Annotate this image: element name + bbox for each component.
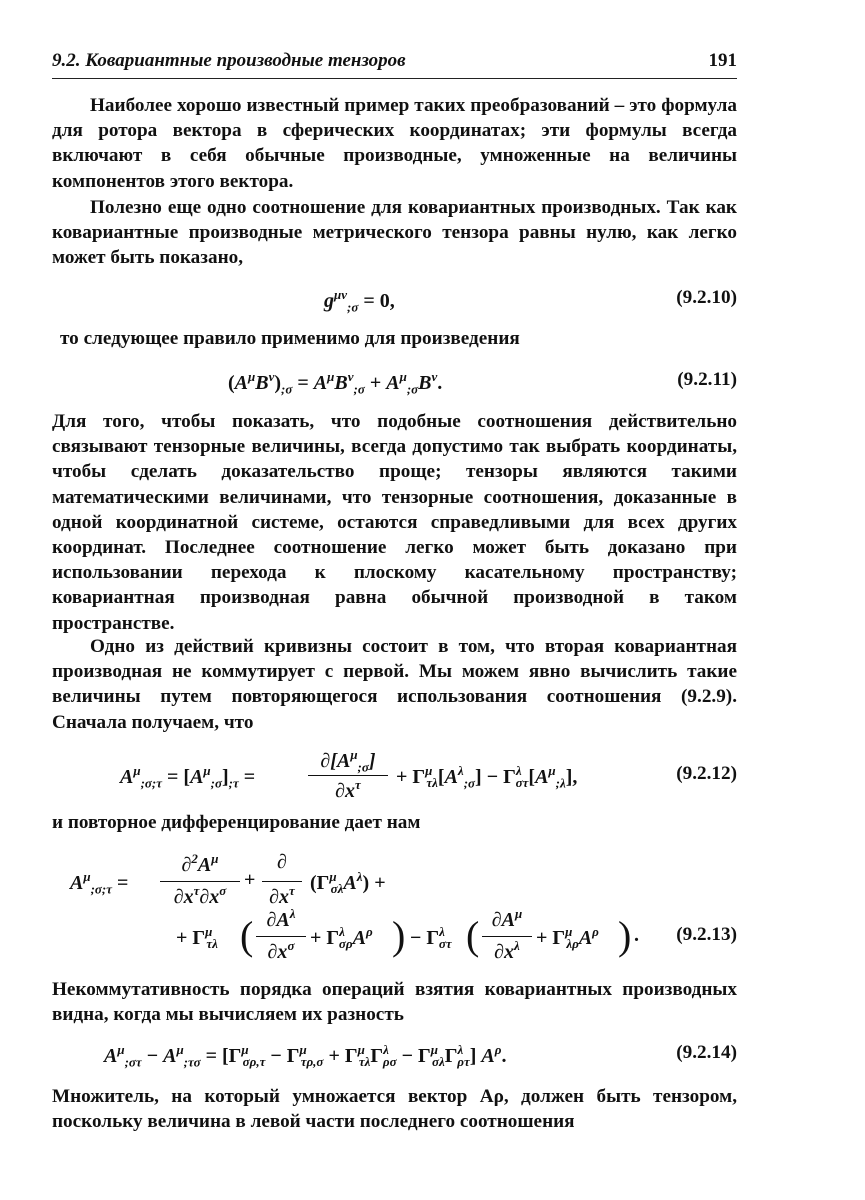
fraction-bar (308, 775, 388, 776)
eq13-line1-rest: $(\Gamma^\mu_{\sigma\lambda}A^\lambda)$ + (310, 869, 386, 897)
equation-9-2-14-body: $A^\mu_{;\sigma\tau} - A^\mu_{;\tau\sigma} = [\Gamma^\mu_{\sigma\rho,\tau} - \Gamma^\mu_{\tau\rho,\sigma} + \Gamma^\mu_{\tau\lambda}\Gamma^\lambda_{\rho\sigma} - \Gamma^\mu_{\sigma\lambda}\Gamma^\lambda_{\rho\tau}]$ $A^\rho$. (104, 1042, 507, 1070)
paragraph-8: Множитель, на который умножается вектор Aρ, должен быть тензором, поскольку величина в левой части последнего соотношения (52, 1086, 737, 1133)
equation-9-2-10-body: $g^{\mu\nu}_{;\sigma} = 0$, (324, 287, 395, 315)
fraction-bar (482, 936, 532, 937)
eq13-frac4-num: $\partial A^\mu$ (491, 906, 523, 931)
equation-9-2-12 (52, 747, 737, 805)
fraction-bar (160, 881, 240, 882)
equation-9-2-12-numerator: $\partial[A^\mu_{;\sigma}]$ (320, 747, 376, 775)
equation-9-2-13-line-2 (52, 906, 737, 970)
big-paren-right-2: ) (618, 913, 632, 958)
eq13-line2-c: − $\Gamma^\lambda_{\sigma\tau}$ (410, 924, 452, 952)
equation-number: (9.2.13) (676, 924, 737, 945)
equation-9-2-12-rhs: + $\Gamma^\mu_{\tau\lambda}[A^\lambda_{;\sigma}] - \Gamma^\lambda_{\sigma\tau}[A^\mu_{;\lambda}]$, (396, 763, 578, 791)
paragraph-4: Для того, чтобы показать, что подобные соотношения действительно связывают тензорные величины, всегда допустимо так выбрать координаты, чтобы сделать доказательство проще; тензоры являются такими математическими величинами, что тензорные соотношения, доказанные в одной координатной системе, остаются справедливыми для всех других координат. Последнее соотношение легко может быть доказано при использовании перехода к плоскому касательному пространству; ковариантная производная равна обычной производной в таком пространстве. (52, 411, 737, 634)
equation-9-2-11-body: $(A^\mu B^\nu)_{;\sigma} = A^\mu B^\nu_{;\sigma} + A^\mu_{;\sigma}B^\nu$. (228, 369, 443, 397)
equation-9-2-10 (52, 285, 737, 325)
equation-9-2-12-lhs: $A^\mu_{;\sigma;\tau} = [A^\mu_{;\sigma}]_{;\tau}$ = (120, 763, 256, 791)
period: . (634, 924, 639, 946)
big-paren-left: ( (240, 913, 254, 958)
fraction-bar (262, 881, 302, 882)
paragraph-5: Одно из действий кривизны состоит в том, что вторая ковариантная производная не коммутирует с первой. Мы можем явно вычислить такие величины путем повторяющегося использования соотношения (9.2.9). Сначала получаем, что (52, 636, 737, 733)
big-paren-left-2: ( (466, 913, 480, 958)
eq13-frac4-den: $\partial x^\lambda$ (494, 938, 520, 963)
eq13-frac2-den: $\partial x^\tau$ (269, 883, 295, 908)
eq13-line2-a: + $\Gamma^\mu_{\tau\lambda}$ (176, 924, 218, 952)
equation-9-2-14 (52, 1040, 737, 1080)
eq13-line2-b: + $\Gamma^\lambda_{\sigma\rho}A^\rho$ (310, 924, 373, 952)
equation-9-2-13-lhs: $A^\mu_{;\sigma;\tau}$ = (70, 869, 129, 897)
eq13-frac1-den: $\partial x^\tau\partial x^\sigma$ (173, 883, 227, 908)
eq13-frac2-num: ∂ (277, 851, 287, 873)
fraction-bar (256, 936, 306, 937)
eq13-frac3-den: $\partial x^\sigma$ (267, 938, 295, 963)
equation-number: (9.2.14) (676, 1042, 737, 1063)
equation-number: (9.2.10) (676, 287, 737, 308)
paragraph-1: Наиболее хорошо известный пример таких преобразований – это формула для ротора вектора в сферических координатах; эти формулы всегда включают в себя обычные производные, умноженные на величины компонентов этого вектора. (52, 95, 737, 192)
page-header (52, 50, 737, 78)
eq13-frac3-num: $\partial A^\lambda$ (266, 906, 296, 931)
running-title: 9.2. Ковариантные производные тензоров (52, 50, 406, 71)
eq13-frac1-num: $\partial^2A^\mu$ (181, 851, 219, 876)
header-rule (52, 78, 737, 79)
equation-9-2-13-line-1 (52, 851, 737, 909)
page-number: 191 (708, 50, 737, 71)
plus-sign: + (244, 869, 256, 891)
equation-number: (9.2.11) (677, 369, 737, 390)
paragraph-2: Полезно еще одно соотношение для ковариантных производных. Так как ковариантные производные метрического тензора равны нулю, как легко может быть показано, (52, 197, 737, 269)
paragraph-6: и повторное дифференцирование дает нам (52, 812, 421, 833)
equation-9-2-11 (52, 367, 737, 407)
equation-number: (9.2.12) (676, 763, 737, 784)
paragraph-7: Некоммутативность порядка операций взятия ковариантных производных видна, когда мы вычисляем их разность (52, 979, 737, 1026)
big-paren-right: ) (392, 913, 406, 958)
paragraph-3: то следующее правило применимо для произведения (60, 328, 520, 349)
eq13-line2-d: + $\Gamma^\mu_{\lambda\rho}A^\rho$ (536, 924, 599, 952)
equation-9-2-12-denominator: $\partial x^\tau$ (335, 777, 361, 802)
